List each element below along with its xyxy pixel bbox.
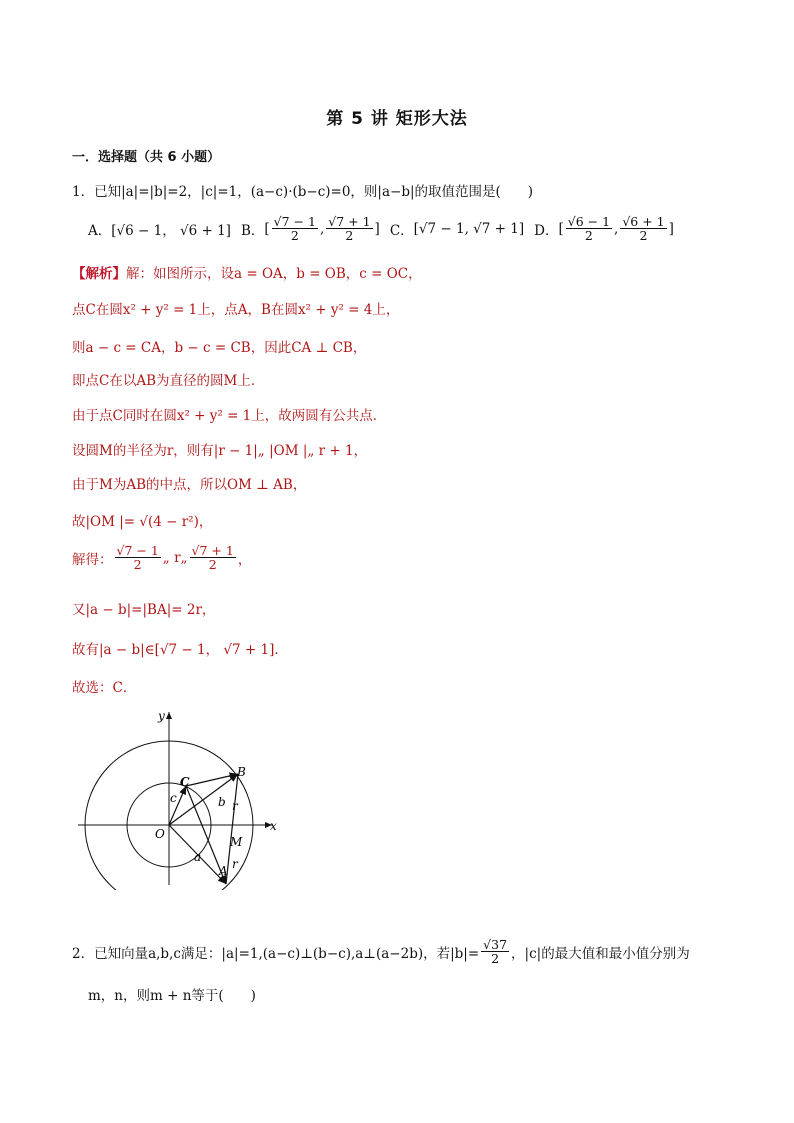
solution-line: 又|a − b|=|BA|= 2r， bbox=[72, 602, 216, 618]
label-r-upper: r bbox=[232, 799, 238, 813]
option-b: B． [ $\frac{√7 - 1}{2}$ , $\frac{√7 + 1}{2}$ ] bbox=[240, 214, 380, 244]
label-r-lower: r bbox=[232, 857, 238, 871]
label-A: A bbox=[219, 864, 228, 878]
option-c: C． [√7 − 1, √7 + 1] bbox=[389, 220, 525, 239]
question-2-stem-continued: m，n，则m + n等于( ) bbox=[88, 988, 256, 1004]
fraction: $\frac{√7 - 1}{2}$ bbox=[116, 543, 159, 573]
solution-line: 设圆M的半径为r，则有|r − 1|„ |OM |„ r + 1， bbox=[72, 443, 368, 459]
fraction: $\frac{√6 - 1}{2}$ bbox=[567, 214, 611, 244]
label-c: c bbox=[170, 791, 177, 805]
fraction: $\frac{√37}{2}$ bbox=[483, 937, 508, 967]
solution-line: 故选：C． bbox=[72, 680, 137, 696]
solution-line: 由于点C同时在圆x² + y² = 1上，故两圆有公共点． bbox=[72, 408, 387, 424]
solution-tag: 【解析】 bbox=[72, 266, 126, 282]
fraction: $\frac{√7 + 1}{2}$ bbox=[191, 543, 234, 573]
label-b: b bbox=[218, 795, 226, 809]
label-a: a bbox=[194, 850, 202, 864]
solution-line: 由于M为AB的中点，所以OM ⊥ AB， bbox=[72, 477, 307, 493]
solution-line: 则a − c = CA，b − c = CB，因此CA ⊥ CB， bbox=[72, 340, 367, 356]
option-a: A． [√6 − 1， √6 + 1] bbox=[88, 222, 231, 239]
page-title: 第 5 讲 矩形大法 bbox=[326, 109, 468, 129]
label-x: x bbox=[270, 819, 277, 833]
label-y: y bbox=[158, 709, 165, 723]
solution-line: 故|OM |= √(4 − r²)， bbox=[72, 514, 213, 530]
label-B: B bbox=[237, 765, 246, 779]
geometry-diagram bbox=[72, 700, 292, 890]
label-C: C bbox=[180, 775, 190, 789]
label-M: M bbox=[230, 835, 243, 849]
section-heading: 一．选择题（共 6 小题） bbox=[72, 150, 221, 165]
fraction: $\frac{√6 + 1}{2}$ bbox=[622, 214, 665, 244]
solution-line: 故有|a − b|∈[√7 − 1， √7 + 1]． bbox=[72, 642, 288, 658]
solution-line: 解得： $\frac{√7 - 1}{2}$ „ r„ $\frac{√7 + 1}{2}$ ， bbox=[72, 543, 252, 573]
fraction: $\frac{√7 - 1}{2}$ bbox=[273, 214, 316, 244]
question-2-stem: 2．已知向量a,b,c满足：|a|=1,(a−c)⊥(b−c),a⊥(a−2b)，若|b|= $\frac{√37}{2}$ ，|c|的最大值和最小值分别为 bbox=[72, 937, 690, 967]
solution-line: 即点C在以AB为直径的圆M上． bbox=[72, 373, 265, 389]
question-1-stem: 1．已知|a|=|b|=2，|c|=1，(a−c)·(b−c)=0，则|a−b|的取值范围是( ) bbox=[72, 184, 534, 200]
option-d: D． [ $\frac{√6 - 1}{2}$ , $\frac{√6 + 1}{2}$ ] bbox=[534, 214, 674, 244]
question-1-options bbox=[88, 215, 674, 242]
label-O: O bbox=[155, 827, 165, 841]
fraction: $\frac{√7 + 1}{2}$ bbox=[328, 214, 371, 244]
solution-line: 【解析】解：如图所示，设a = OA，b = OB，c = OC， bbox=[72, 266, 422, 282]
solution-line: 点C在圆x² + y² = 1上，点A，B在圆x² + y² = 4上， bbox=[72, 302, 400, 318]
